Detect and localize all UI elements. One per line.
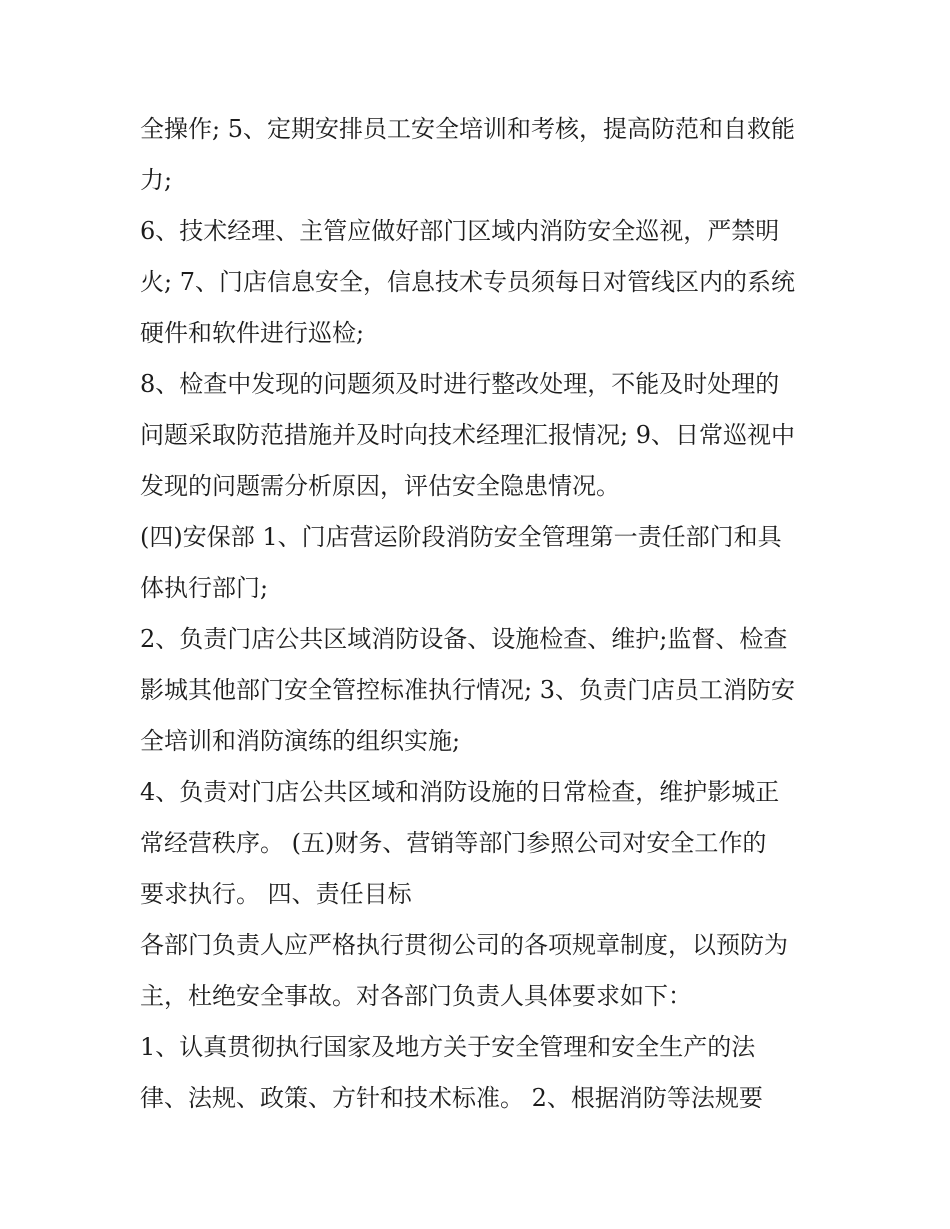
text-line: 全培训和消防演练的组织实施; xyxy=(140,727,461,755)
text-line: 力; xyxy=(140,166,173,194)
text-line: 8、检查中发现的问题须及时进行整改处理，不能及时处理的 xyxy=(140,370,780,398)
text-line: 全操作; 5、定期安排员工安全培训和考核，提高防范和自救能 xyxy=(140,115,795,143)
text-line: 硬件和软件进行巡检; xyxy=(140,319,365,347)
text-line: 要求执行。 四、责任目标 xyxy=(140,880,412,908)
text-line: 1、认真贯彻执行国家及地方关于安全管理和安全生产的法 xyxy=(140,1033,756,1061)
text-line: 2、负责门店公共区域消防设备、设施检查、维护;监督、检查 xyxy=(140,625,788,653)
text-line: 各部门负责人应严格执行贯彻公司的各项规章制度，以预防为 xyxy=(140,931,788,959)
text-line: 发现的问题需分析原因，评估安全隐患情况。 xyxy=(140,472,620,500)
text-line: 火; 7、门店信息安全，信息技术专员须每日对管线区内的系统 xyxy=(140,268,795,296)
text-line: 影城其他部门安全管控标准执行情况; 3、负责门店员工消防安 xyxy=(140,676,795,704)
text-line: 问题采取防范措施并及时向技术经理汇报情况; 9、日常巡视中 xyxy=(140,421,795,449)
text-line: 主，杜绝安全事故。对各部门负责人具体要求如下： xyxy=(140,982,692,1010)
document-body xyxy=(140,104,840,1124)
text-line: 体执行部门; xyxy=(140,574,269,602)
text-line: 常经营秩序。 (五)财务、营销等部门参照公司对安全工作的 xyxy=(140,829,767,857)
text-line: 律、法规、政策、方针和技术标准。 2、根据消防等法规要 xyxy=(140,1084,763,1112)
text-line: (四)安保部 1、门店营运阶段消防安全管理第一责任部门和具 xyxy=(140,523,782,551)
text-line: 4、负责对门店公共区域和消防设施的日常检查，维护影城正 xyxy=(140,778,780,806)
text-line: 6、技术经理、主管应做好部门区域内消防安全巡视，严禁明 xyxy=(140,217,780,245)
